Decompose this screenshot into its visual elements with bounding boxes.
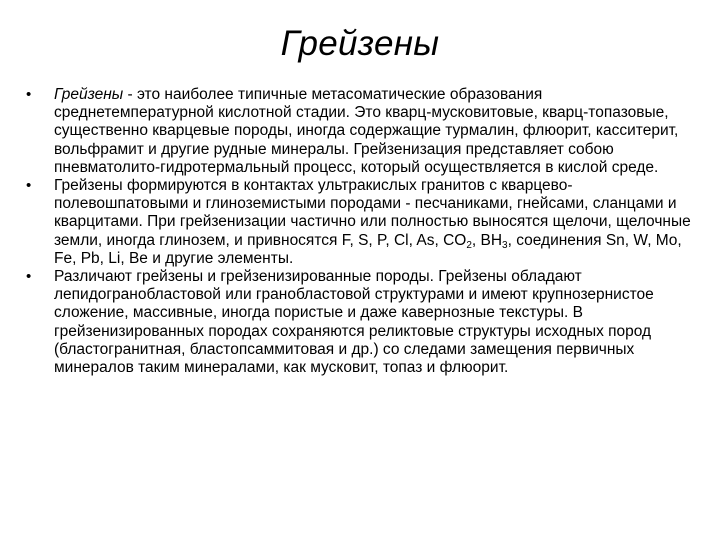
bullet-marker: •	[26, 86, 32, 103]
bullet-1-body: - это наиболее типичные метасоматические образования среднетемпературной кислотной стадии. Это кварц-мусковитовые, кварц-топазовые, существенно кварцевые породы, иногда содержащие турмалин, флюорит, касситерит, вольфрамит и другие рудные минералы. Грейзенизация представляет собою пневматолито-гидротермальный процесс, который осуществляется в кислой среде.	[54, 86, 679, 176]
bullet-marker: •	[26, 177, 32, 195]
bullet-item-1	[26, 86, 694, 177]
bullet-marker: •	[26, 268, 32, 286]
bullet-2-body-a: Грейзены формируются в контактах ультракислых гранитов с кварцево-полевошпатовыми и глиноземистыми породами - песчаниками, гнейсами, сланцами и кварцитами. При грейзенизации частично или полностью выносятся щелочи, щелочные земли, иногда глинозем, и привносятся F, S, P, Cl, As, CO	[54, 177, 691, 249]
bullet-2-body-b: , BH	[471, 231, 503, 249]
bh3-subscript: 3	[502, 239, 508, 251]
bullet-item-2	[26, 177, 694, 268]
term-greisens: Грейзены	[54, 86, 124, 103]
bullet-text	[54, 177, 691, 267]
co2-subscript: 2	[466, 239, 472, 251]
bullet-text	[54, 268, 654, 376]
bullet-2-body-c: , соединения Sn, W, Mo, Fe, Pb, Li, Be и другие элементы.	[54, 231, 682, 267]
bullet-3-body: Различают грейзены и грейзенизированные породы. Грейзены обладают лепидогранобластовой или гранобластовой структурами и имеют крупнозернистое сложение, массивные, иногда пористые и даже кавернозные текстуры. В грейзенизированных породах сохраняются реликтовые структуры исходных пород (бластогранитная, бластопсаммитовая и др.) со следами замещения первичных минералов таким минералами, как мусковит, топаз и флюорит.	[54, 268, 654, 377]
bullet-item-3	[26, 268, 694, 377]
bullet-list	[26, 86, 694, 377]
slide-title: Грейзены	[280, 24, 440, 63]
bullet-text	[54, 86, 678, 176]
